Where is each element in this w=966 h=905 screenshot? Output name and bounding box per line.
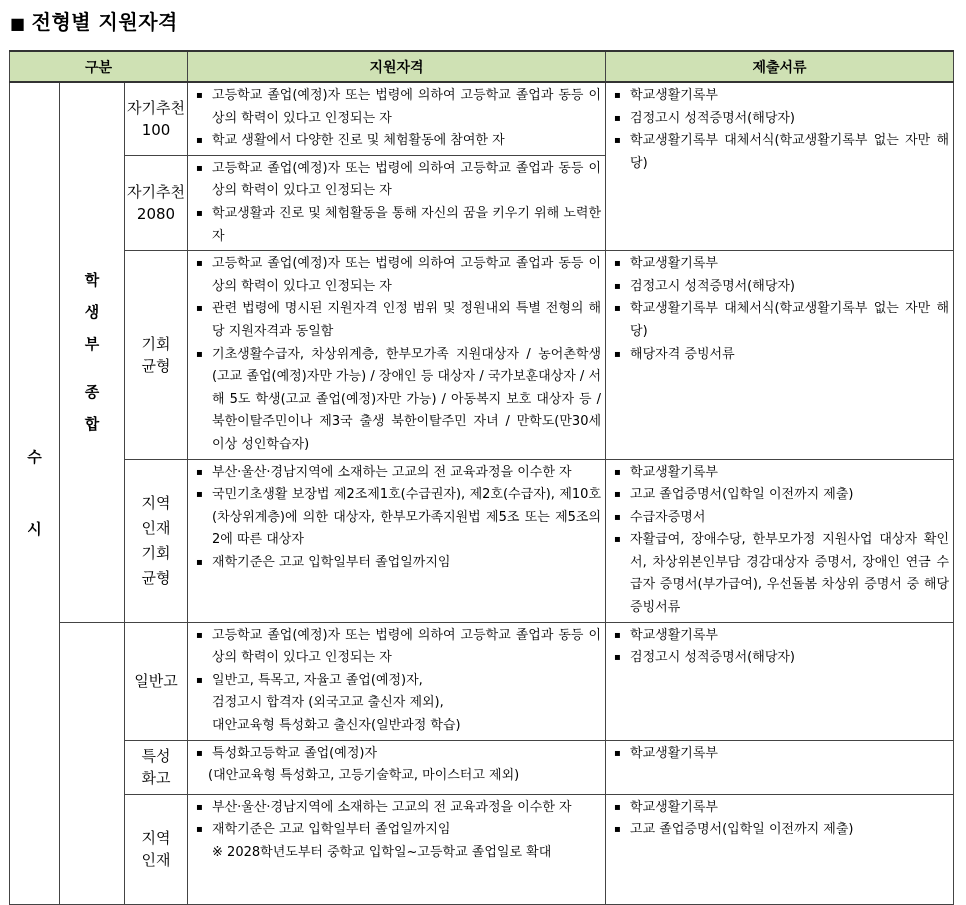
qualification-table [9, 50, 954, 905]
qualification-cell [188, 740, 606, 794]
qualification-cell [188, 622, 606, 740]
list-item: ▪ 학교생활기록부 대체서식(학교생활기록부 없는 자만 해당) [612, 298, 949, 343]
documents-cell [606, 622, 954, 740]
table-row [10, 622, 954, 740]
documents-cell [606, 794, 954, 904]
table-header-row [10, 51, 954, 82]
list-item: ▪ 고등학교 졸업(예정)자 또는 법령에 의하여 고등학교 졸업과 동등 이상의 학력이 있다고 인정되는 자 [194, 253, 601, 298]
list-item: ▪ 국민기초생활 보장법 제2조제1호(수급권자), 제2호(수급자), 제10호(차상위계층)에 의한 대상자, 한부모가족지원법 제5조 또는 제5조의2에 따른 대상자 [194, 484, 601, 552]
list-item: ▪ 학교생활기록부 [612, 253, 949, 276]
list-item-continued: 대안교육형 특성화고 출신자(일반과정 학습) [212, 718, 461, 734]
list-item: ▪ 부산·울산·경남지역에 소재하는 고교의 전 교육과정을 이수한 자 [194, 797, 601, 820]
qualification-cell [188, 794, 606, 904]
qualification-cell [188, 459, 606, 622]
list-item: ▪ 고등학교 졸업(예정)자 또는 법령에 의하여 고등학교 졸업과 동등 이상의 학력이 있다고 인정되는 자 [194, 158, 601, 203]
list-item: ▪ 해당자격 증빙서류 [612, 344, 949, 367]
row-label: 기회 균형 [125, 251, 188, 459]
list-item: ▪ 고교 졸업증명서(입학일 이전까지 제출) [612, 819, 949, 842]
title-text: 전형별 지원자격 [31, 10, 178, 34]
table-row [10, 794, 954, 904]
list-item: ▪ 재학기준은 고교 입학일부터 졸업일까지임 [194, 819, 601, 842]
list-item: ▪ 수급자증명서 [612, 507, 949, 530]
header-category: 구분 [10, 51, 188, 82]
list-item: ▪ 학교 생활에서 다양한 진로 및 체험활동에 참여한 자 [194, 130, 601, 153]
list-item: ▪ 고등학교 졸업(예정)자 또는 법령에 의하여 고등학교 졸업과 동등 이상의 학력이 있다고 인정되는 자 [194, 85, 601, 130]
list-item: ▪ 학교생활기록부 [612, 462, 949, 485]
note-text: ※ 2028학년도부터 중학교 입학일~고등학교 졸업일로 확대 [212, 844, 552, 860]
section-title [10, 6, 178, 35]
list-item: ▪ 검정고시 성적증명서(해당자) [612, 647, 949, 670]
row-label: 지역 인재 [125, 794, 188, 904]
list-item: ▪ 학교생활기록부 [612, 85, 949, 108]
row-label: 지역 인재 기회 균형 [125, 459, 188, 622]
row-label: 자기추천 100 [125, 82, 188, 155]
list-item: ▪ 학교생활기록부 대체서식(학교생활기록부 없는 자만 해당) [612, 130, 949, 175]
title-marker: ■ [10, 14, 26, 33]
list-item: ▪ 특성화고등학교 졸업(예정)자 [194, 743, 601, 766]
list-item: ▪ 검정고시 성적증명서(해당자) [612, 276, 949, 299]
list-item: ▪ 검정고시 성적증명서(해당자) [612, 108, 949, 131]
list-item: ▪ 학교생활기록부 [612, 797, 949, 820]
list-item: ▪ 기초생활수급자, 차상위계층, 한부모가족 지원대상자 / 농어촌학생(고교 졸업(예정)자만 가능) / 장애인 등 대상자 / 국가보훈대상자 / 서해 5도 학생(고교 졸업(예정)자만 가능) / 아동복지 보호 대상자 등 / 북한이탈주민이나 제3국 출생 북한이탈주민 자녀 / 만학도(만30세 이상 성인학습자) [194, 344, 601, 457]
table-row [10, 459, 954, 622]
list-item: ▪ 고등학교 졸업(예정)자 또는 법령에 의하여 고등학교 졸업과 동등 이상의 학력이 있다고 인정되는 자 [194, 625, 601, 670]
list-item: ▪ 학교생활기록부 [612, 625, 949, 648]
row-label: 자기추천 2080 [125, 155, 188, 250]
list-item-continued: 검정고시 합격자 (외국고교 출신자 제외), [212, 695, 444, 711]
list-item: ▪ 고교 졸업증명서(입학일 이전까지 제출) [612, 484, 949, 507]
header-qualification: 지원자격 [188, 51, 606, 82]
group-blank-cell [60, 622, 125, 904]
qualification-cell [188, 155, 606, 250]
documents-cell [606, 251, 954, 459]
documents-cell [606, 740, 954, 794]
documents-cell [606, 82, 954, 251]
list-item: ▪ 일반고, 특목고, 자율고 졸업(예정)자, [194, 670, 601, 693]
header-documents: 제출서류 [606, 51, 954, 82]
list-item: ▪ 자활급여, 장애수당, 한부모가정 지원사업 대상자 확인서, 차상위본인부담 경감대상자 증명서, 장애인 연금 수급자 증명서(부가급여), 우선돌봄 차상위 증명서 중 해당 증빙서류 [612, 529, 949, 619]
documents-cell [606, 459, 954, 622]
qualification-cell [188, 82, 606, 155]
susi-label: 수 시 [10, 82, 60, 904]
list-item-continued: (대안교육형 특성화고, 고등기술학교, 마이스터고 제외) [208, 768, 520, 784]
table-row [10, 740, 954, 794]
table-row [10, 251, 954, 459]
list-item: ▪ 부산·울산·경남지역에 소재하는 고교의 전 교육과정을 이수한 자 [194, 462, 601, 485]
hakjong-label: 학 생 부 종 합 [60, 82, 125, 622]
qualification-cell [188, 251, 606, 459]
list-item: ▪ 학교생활기록부 [612, 743, 949, 766]
row-label: 일반고 [125, 622, 188, 740]
table-row [10, 82, 954, 155]
list-item: ▪ 재학기준은 고교 입학일부터 졸업일까지임 [194, 552, 601, 575]
row-label: 특성 화고 [125, 740, 188, 794]
list-item: ▪ 학교생활과 진로 및 체험활동을 통해 자신의 꿈을 키우기 위해 노력한 자 [194, 203, 601, 248]
list-item: ▪ 관련 법령에 명시된 지원자격 인정 범위 및 정원내외 특별 전형의 해당 지원자격과 동일함 [194, 298, 601, 343]
